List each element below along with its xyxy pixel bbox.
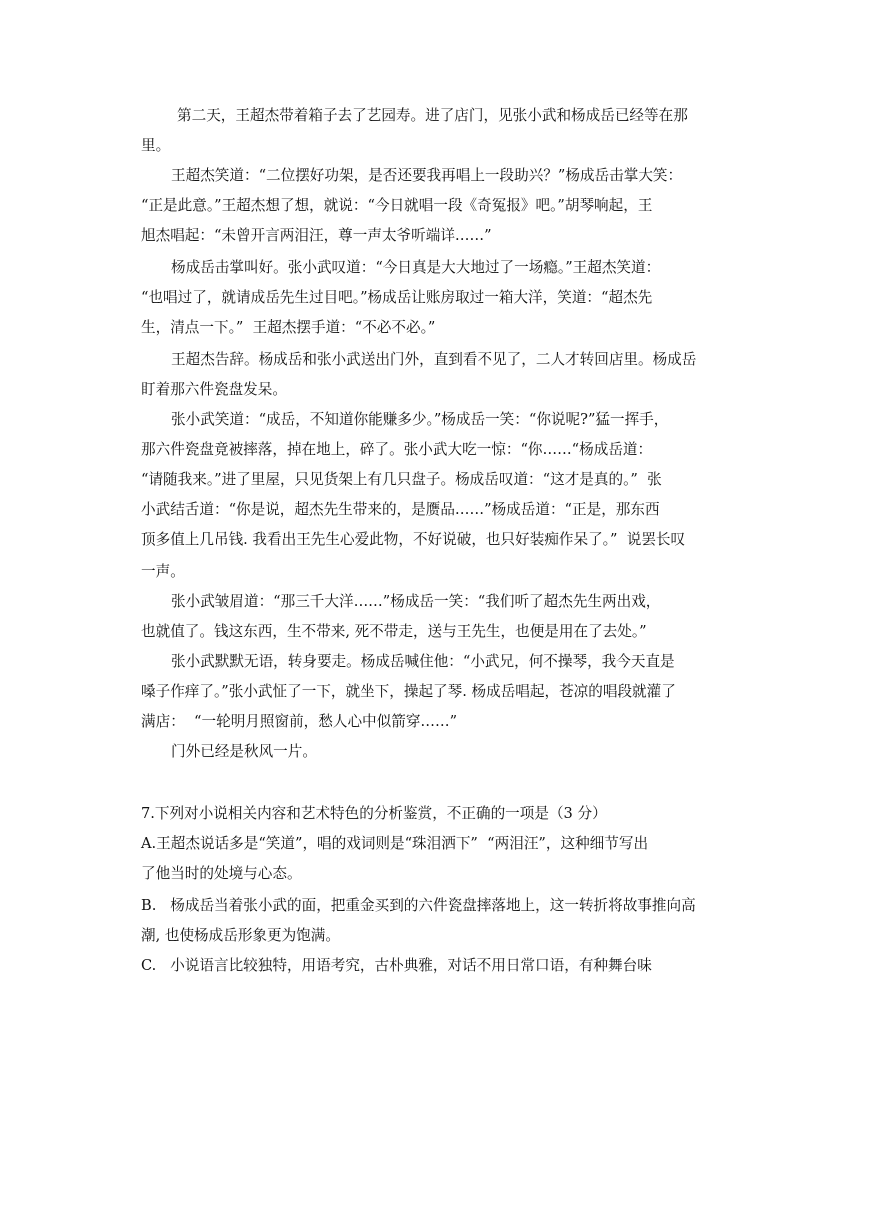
story-line: “也唱过了，就请成岳先生过目吧。”杨成岳让账房取过一箱大洋，笑道：“超杰先 [141,289,653,306]
story-line: 张小武皱眉道：“那三千大洋……”杨成岳一笑：“我们听了超杰先生两出戏， [171,593,661,610]
question-line: 潮, 也使杨成岳形象更为饱满。 [141,927,340,944]
story-line: 王超杰告辞。杨成岳和张小武送出门外，直到看不见了，二人才转回店里。杨成岳 [171,351,697,368]
story-line: 张小武默默无语，转身要走。杨成岳喊住他：“小武兄，何不操琴，我今天直是 [171,653,675,670]
question-line: 7.下列对小说相关内容和艺术特色的分析鉴赏，不正确的一项是（3 分） [141,805,607,822]
story-line: 杨成岳击掌叫好。张小武叹道：“今日真是大大地过了一场瘾。”王超杰笑道： [171,259,661,276]
story-line: 那六件瓷盘竟被摔落，掉在地上，碎了。张小武大吃一惊：“你……“杨成岳道： [141,441,653,458]
story-line: 顶多值上几吊钱. 我看出王先生心爱此物，不好说破，也只好装痴作呆了。” 说罢长叹 [141,531,686,548]
story-line: 嗓子作痒了。”张小武怔了一下，就坐下，操起了琴. 杨成岳唱起，苍凉的唱段就灌了 [141,683,676,700]
story-line: 旭杰唱起：“未曾开言两泪汪，尊一声太爷听端详……” [141,227,492,244]
question-line: 了他当时的处境与心态。 [141,865,302,882]
question-line: B. 杨成岳当着张小武的面，把重金买到的六件瓷盘摔落地上，这一转折将故事推向高 [141,897,696,914]
story-line: 门外已经是秋风一片。 [171,743,317,760]
question-line: C. 小说语言比较独特，用语考究，古朴典雅，对话不用日常口语，有种舞台味 [141,957,652,974]
story-line: 张小武笑道：“成岳，不知道你能赚多少。”杨成岳一笑：“你说呢?”猛一挥手， [171,411,669,428]
story-line: 也就值了。钱这东西，生不带来, 死不带走，送与王先生，也便是用在了去处。” [141,623,647,640]
story-line: 盯着那六件瓷盘发呆。 [141,381,287,398]
story-line: 生，清点一下。” 王超杰摆手道：“不必不必。” [141,319,436,336]
story-line: 一声。 [141,563,185,580]
story-line: “正是此意。”王超杰想了想，就说：“今日就唱一段《奇冤报》吧。”胡琴响起，王 [141,197,653,214]
story-line: 满店： “一轮明月照窗前，愁人心中似箭穿……” [141,713,458,730]
question-line: A.王超杰说话多是“笑道”，唱的戏词则是“珠泪洒下” “两泪汪”，这种细节写出 [141,835,649,852]
story-line: 第二天，王超杰带着箱子去了艺园寿。进了店门，见张小武和杨成岳已经等在那 [177,107,688,124]
story-line: 王超杰笑道：“二位摆好功架，是否还要我再唱上一段助兴？”杨成岳击掌大笑： [171,167,683,184]
story-line: 小武结舌道：“你是说，超杰先生带来的，是赝品……”杨成岳道：“正是，那东西 [141,501,660,518]
story-line: “请随我来。”进了里屋，只见货架上有几只盘子。杨成岳叹道：“这才是真的。” 张 [141,471,662,488]
story-line: 里。 [141,137,171,154]
